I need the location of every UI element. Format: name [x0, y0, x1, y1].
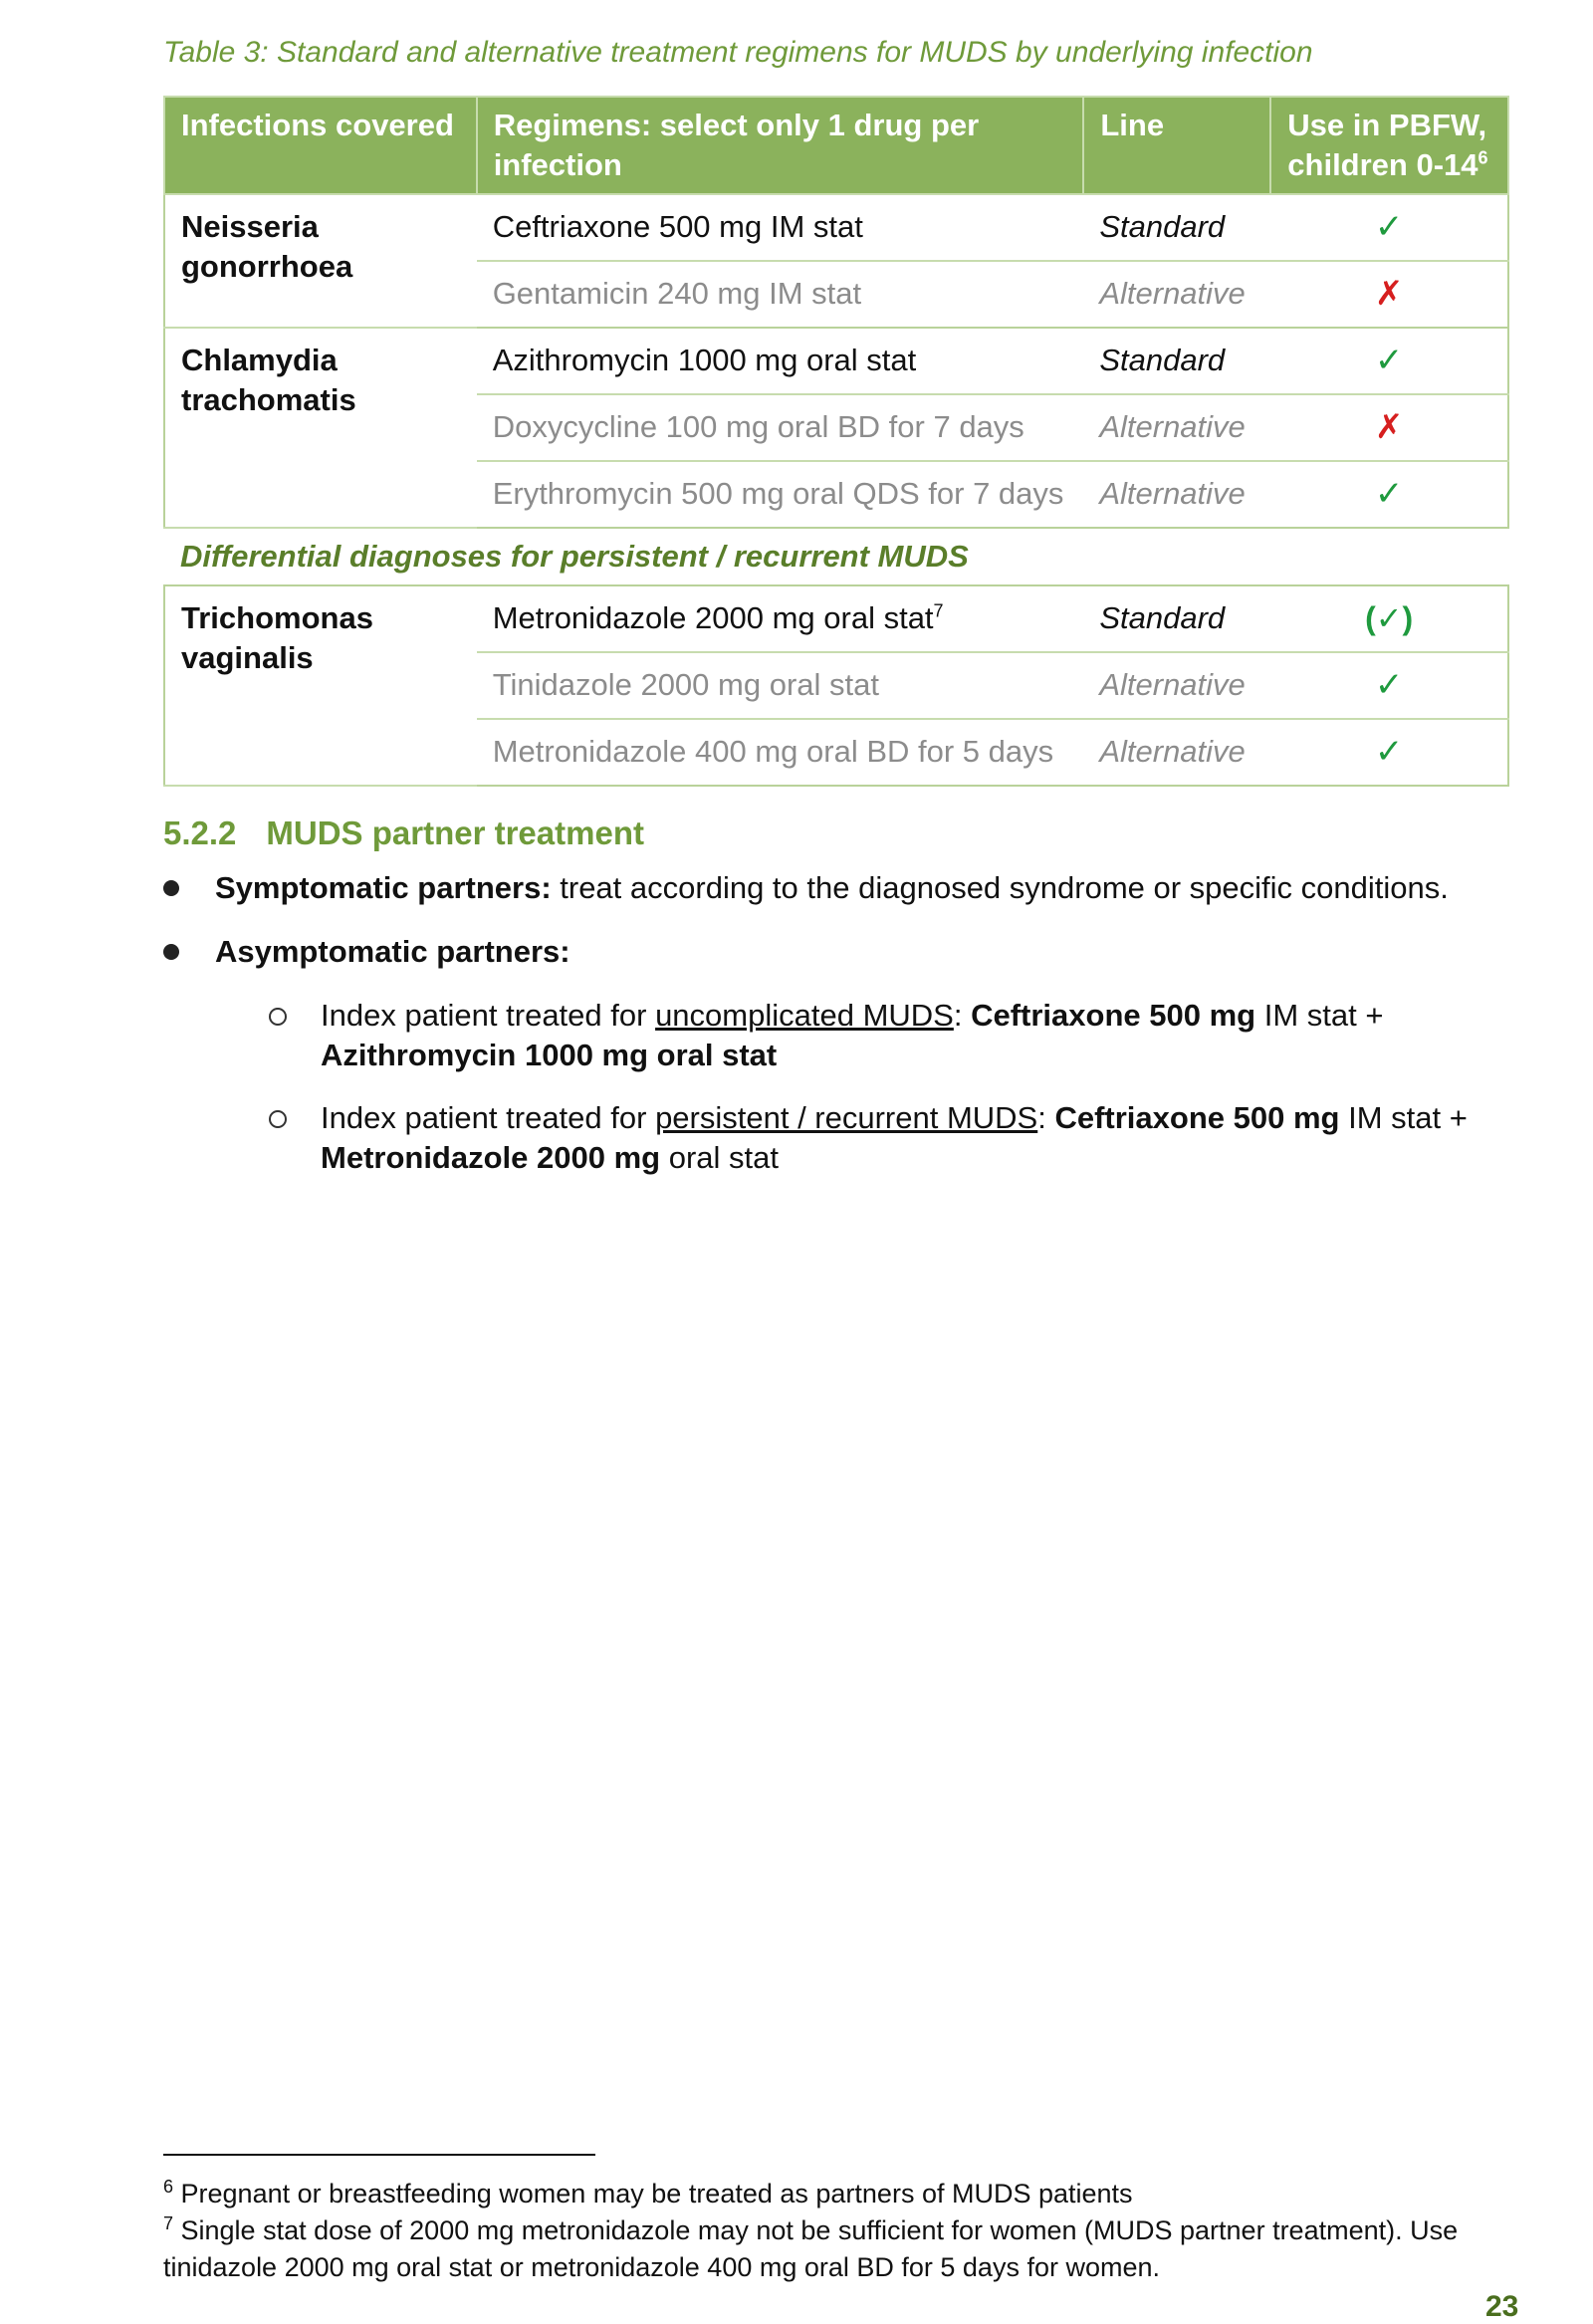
- section-title: MUDS partner treatment: [266, 814, 644, 851]
- bullet-text: [215, 932, 1509, 972]
- circle-bullet-icon: [269, 1008, 287, 1026]
- table-row: [164, 194, 1508, 261]
- drug-name: Metronidazole 2000 mg: [321, 1140, 661, 1175]
- sub-bullet-text: [321, 1098, 1505, 1178]
- footnote-number: 7: [163, 2213, 174, 2233]
- bullet-text: [215, 868, 1509, 908]
- table-header-row: [164, 97, 1508, 194]
- page-number: 23: [1485, 2290, 1519, 2323]
- table-caption: Table 3: Standard and alternative treatment regimens for MUDS by underlying infection: [163, 36, 1313, 69]
- text-fragment: :: [953, 998, 972, 1033]
- header-infections: Infections covered: [164, 97, 477, 194]
- regimen-cell: Ceftriaxone 500 mg IM stat: [477, 194, 1084, 261]
- regimen-cell: Tinidazole 2000 mg oral stat: [477, 652, 1084, 719]
- footnote-text: Pregnant or breastfeeding women may be treated as partners of MUDS patients: [173, 2179, 1133, 2208]
- regimen-cell: [477, 585, 1084, 652]
- bullet-icon: [163, 880, 179, 896]
- header-line: Line: [1083, 97, 1270, 194]
- bullet-label: Asymptomatic partners:: [215, 934, 570, 969]
- bullet-label: Symptomatic partners:: [215, 870, 552, 905]
- bullet-body: treat according to the diagnosed syndrome or specific conditions.: [551, 870, 1449, 905]
- sub-bullet-text: [321, 996, 1505, 1075]
- regimen-cell: Azithromycin 1000 mg oral stat: [477, 328, 1084, 394]
- drug-name: Ceftriaxone 500 mg: [1054, 1100, 1340, 1135]
- table-subheading: Differential diagnoses for persistent / recurrent MUDS: [164, 528, 1508, 585]
- line-cell: Standard: [1083, 328, 1270, 394]
- regimen-text: Metronidazole 2000 mg oral stat: [492, 600, 934, 635]
- footnote-6: [163, 2176, 1507, 2212]
- section-heading: [163, 814, 644, 852]
- infection-name: Neisseria gonorrhoea: [164, 194, 477, 328]
- regimen-cell: Metronidazole 400 mg oral BD for 5 days: [477, 719, 1084, 786]
- footnote-text: Single stat dose of 2000 mg metronidazole may not be sufficient for women (MUDS partner treatment). Use tinidazole 2000 mg oral stat or metronidazole 400 mg oral BD for 5 days for women.: [163, 2215, 1459, 2282]
- infection-name: Chlamydia trachomatis: [164, 328, 477, 528]
- text-fragment: Index patient treated for: [321, 998, 656, 1033]
- cross-icon: ✗: [1374, 275, 1404, 313]
- text-fragment: oral stat: [660, 1140, 779, 1175]
- bullet-icon: [163, 944, 179, 960]
- use-cell: [1270, 194, 1508, 261]
- header-use: [1270, 97, 1508, 194]
- use-cell: [1270, 461, 1508, 528]
- use-cell: [1270, 261, 1508, 328]
- check-icon: ✓: [1374, 666, 1404, 704]
- line-cell: Alternative: [1083, 461, 1270, 528]
- cross-icon: ✗: [1374, 408, 1404, 446]
- drug-name: Azithromycin 1000 mg oral stat: [321, 1038, 778, 1072]
- line-cell: Standard: [1083, 194, 1270, 261]
- regimen-cell: Gentamicin 240 mg IM stat: [477, 261, 1084, 328]
- underlined-term: uncomplicated MUDS: [655, 998, 954, 1033]
- check-icon: ✓: [1374, 342, 1404, 379]
- regimen-cell: Doxycycline 100 mg oral BD for 7 days: [477, 394, 1084, 461]
- header-use-label: Use in PBFW, children 0-14: [1287, 108, 1487, 182]
- conditional-check-icon: (✓): [1365, 600, 1414, 636]
- footnote-ref-7: 7: [933, 600, 944, 621]
- line-cell: Alternative: [1083, 652, 1270, 719]
- footnote-ref-6: 6: [1478, 147, 1488, 168]
- line-cell: Alternative: [1083, 261, 1270, 328]
- text-fragment: IM stat +: [1255, 998, 1384, 1033]
- table-row: [164, 585, 1508, 652]
- line-cell: Alternative: [1083, 394, 1270, 461]
- text-fragment: :: [1037, 1100, 1055, 1135]
- regimen-cell: Erythromycin 500 mg oral QDS for 7 days: [477, 461, 1084, 528]
- footnote-number: 6: [163, 2177, 174, 2197]
- use-cell: [1270, 585, 1508, 652]
- text-fragment: Index patient treated for: [321, 1100, 656, 1135]
- table-row: [164, 328, 1508, 394]
- drug-name: Ceftriaxone 500 mg: [971, 998, 1256, 1033]
- infection-name: Trichomonas vaginalis: [164, 585, 477, 786]
- footnote-7: [163, 2212, 1507, 2286]
- use-cell: [1270, 719, 1508, 786]
- underlined-term: persistent / recurrent MUDS: [655, 1100, 1038, 1135]
- check-icon: ✓: [1374, 733, 1404, 771]
- text-fragment: IM stat +: [1339, 1100, 1468, 1135]
- use-cell: [1270, 394, 1508, 461]
- line-cell: Standard: [1083, 585, 1270, 652]
- use-cell: [1270, 328, 1508, 394]
- check-icon: ✓: [1374, 208, 1404, 246]
- header-regimens: Regimens: select only 1 drug per infection: [477, 97, 1084, 194]
- section-number: 5.2.2: [163, 814, 237, 851]
- use-cell: [1270, 652, 1508, 719]
- footnote-divider: [163, 2154, 595, 2156]
- table-subheading-row: [164, 528, 1508, 585]
- circle-bullet-icon: [269, 1110, 287, 1128]
- regimen-table: [163, 96, 1509, 787]
- line-cell: Alternative: [1083, 719, 1270, 786]
- check-icon: ✓: [1374, 475, 1404, 513]
